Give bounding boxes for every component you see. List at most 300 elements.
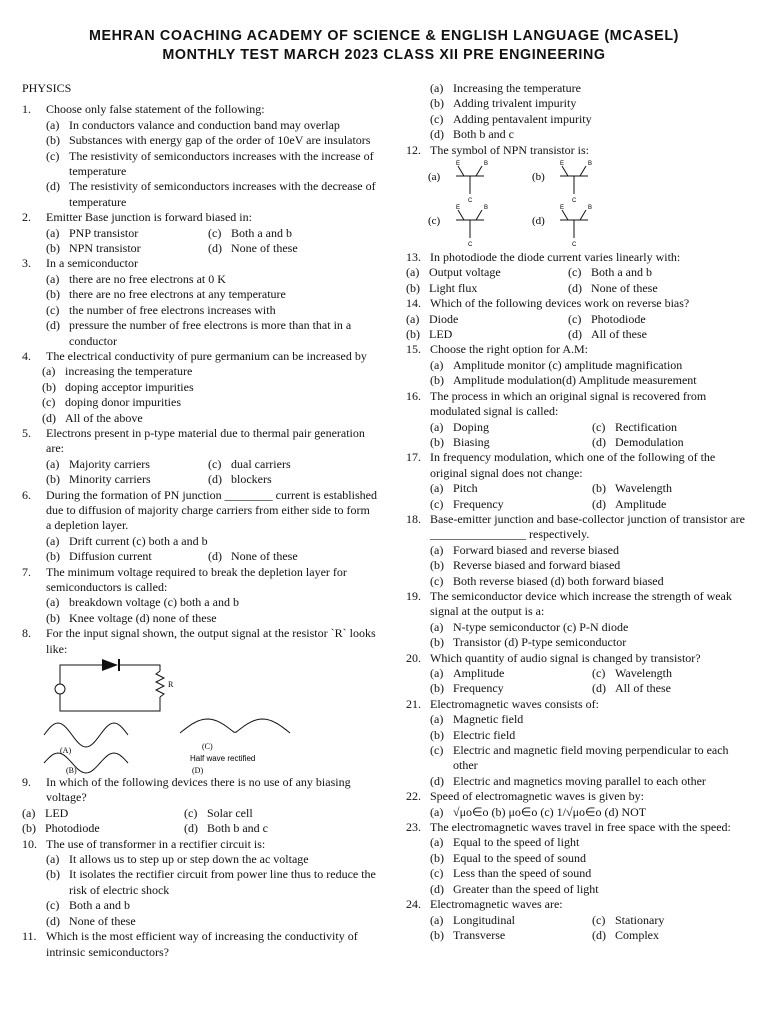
question-7 (22, 565, 378, 627)
option-text: Substances with energy gap of the order of 10eV are insulators (69, 133, 371, 148)
option-text: the number of free electrons increases with (69, 302, 276, 317)
transistor-collector (476, 210, 482, 220)
option-letter: (d) (592, 434, 606, 449)
option-row (406, 265, 752, 280)
option-letter: (a) (430, 357, 444, 372)
option-text: Equal to the speed of sound (453, 850, 586, 865)
question-text: Electromagnetic waves are: (430, 897, 563, 912)
question-text: Choose the right option for A.M: (430, 342, 588, 357)
question-number: 9. (22, 775, 31, 790)
question-stem (406, 697, 752, 712)
question-21 (406, 697, 752, 789)
option-row (406, 420, 752, 435)
transistor-symbol-a (428, 161, 488, 204)
option-text: Transverse (453, 927, 506, 942)
option-d (592, 435, 752, 450)
option-c (208, 226, 378, 241)
transistor-emitter (458, 166, 464, 176)
transistor-emitter (562, 166, 568, 176)
option-b (46, 241, 208, 256)
question-text: The process in which an original signal is recovered from modulated signal is called: (430, 388, 707, 419)
option-text: Both b and c (207, 821, 268, 836)
option-row (406, 913, 752, 928)
option-a (406, 312, 568, 327)
option-letter: (c) (430, 743, 444, 758)
option-a (406, 620, 752, 635)
question-stem (406, 589, 752, 620)
option-d (406, 774, 752, 789)
option-letter: (d) (208, 472, 222, 487)
option-a (430, 913, 592, 928)
option-text: None of these (231, 549, 298, 564)
transistor-emitter (562, 210, 568, 220)
option-c (406, 112, 752, 127)
option-row (406, 327, 752, 342)
option-letter: (a) (46, 271, 60, 286)
option-letter: (b) (406, 327, 420, 342)
question-11 (22, 929, 378, 960)
question-14 (406, 296, 752, 342)
option-row (406, 666, 752, 681)
option-text: Diode (429, 311, 459, 326)
option-text: Output voltage (429, 265, 501, 280)
resistor-icon (156, 671, 164, 697)
option-text: Reverse biased and forward biased (453, 558, 621, 573)
option-letter: (a) (42, 364, 56, 379)
transistor-symbols-figure (428, 158, 728, 250)
option-text: pressure the number of free electrons is more than that in a conductor (69, 318, 352, 348)
question-number: 16. (406, 388, 421, 403)
option-text: Both reverse biased (d) both forward biased (453, 573, 664, 588)
option-b (406, 558, 752, 573)
option-row (22, 549, 378, 564)
option-text: Forward biased and reverse biased (453, 542, 619, 557)
transistor-symbol-d (532, 205, 592, 248)
option-c (22, 898, 378, 913)
transistor-label: E (456, 205, 461, 212)
option-text: Photodiode (45, 821, 100, 836)
option-text: Both a and b (591, 265, 652, 280)
option-letter: (a) (46, 595, 60, 610)
option-text: doping donor impurities (65, 395, 181, 410)
option-letter: (c) (46, 302, 60, 317)
question-text: Choose only false statement of the following: (46, 102, 265, 117)
question-stem (22, 565, 378, 596)
rectifier-figure (42, 657, 342, 775)
option-c (406, 574, 752, 589)
option-text: Frequency (453, 681, 504, 696)
section-title: PHYSICS (22, 81, 72, 95)
option-d (208, 472, 378, 487)
option-text: None of these (231, 241, 298, 256)
question-stem (22, 488, 378, 534)
option-text: doping acceptor impurities (65, 379, 194, 394)
question-2 (22, 210, 378, 256)
question-9 (22, 775, 378, 837)
question-number: 4. (22, 348, 31, 363)
option-text: Electric and magnetics moving parallel to each other (453, 773, 706, 788)
option-text: Pitch (453, 481, 478, 496)
option-b (22, 133, 378, 148)
question-text: Speed of electromagnetic waves is given by: (430, 789, 644, 804)
transistor-symbol-b (532, 161, 592, 204)
option-text: Electric field (453, 727, 516, 742)
option-letter: (c) (42, 395, 56, 410)
question-text: Which quantity of audio signal is changed by transistor? (430, 650, 701, 665)
option-b (406, 373, 752, 388)
option-letter: (b) (46, 241, 60, 256)
option-text: Amplitude (615, 496, 667, 511)
option-text: The resistivity of semiconductors increases with the increase of temperature (69, 148, 374, 179)
option-letter: (c) (568, 265, 582, 280)
question-text: Electrons present in p-type material due to thermal pair generation are: (46, 425, 365, 456)
waveform-b (44, 753, 128, 776)
option-text: It allows us to step up or step down the ac voltage (69, 852, 309, 867)
transistor-label: E (456, 161, 461, 168)
question-12 (406, 143, 752, 250)
option-text: Majority carriers (69, 456, 150, 471)
option-text: there are no free electrons at any temperature (69, 287, 286, 302)
option-text: Diffusion current (69, 549, 152, 564)
question-stem (22, 210, 378, 225)
question-text: Emitter Base junction is forward biased in: (46, 210, 252, 225)
option-letter: (c) (208, 456, 222, 471)
figure-label-c: (C) (202, 742, 213, 752)
question-text: The minimum voltage required to break the depletion layer for semiconductors is called: (46, 564, 347, 594)
option-letter: (c) (568, 311, 582, 326)
question-number: 5. (22, 425, 31, 440)
option-c (592, 913, 752, 928)
question-stem (406, 820, 752, 835)
option-text: The resistivity of semiconductors increases with the decrease of temperature (69, 179, 376, 209)
ac-source-icon (55, 684, 65, 694)
question-text: The semiconductor device which increase the strength of weak signal at the output is a: (430, 588, 732, 619)
question-number: 3. (22, 256, 31, 271)
option-text: Wavelength (615, 666, 673, 680)
option-text: there are no free electrons at 0 K (69, 271, 226, 286)
option-text: Increasing the temperature (453, 81, 581, 95)
question-stem (406, 450, 752, 481)
question-number: 22. (406, 789, 421, 804)
option-text: Greater than the speed of light (453, 881, 599, 896)
option-a (22, 364, 378, 379)
transistor-option-label: (b) (532, 171, 545, 184)
option-text: Photodiode (591, 311, 646, 326)
option-letter: (b) (46, 610, 60, 625)
option-letter: (b) (430, 558, 444, 573)
question-8 (22, 626, 378, 775)
option-a (22, 806, 184, 821)
question-number: 17. (406, 450, 421, 465)
option-d (22, 318, 378, 349)
question-stem (406, 296, 752, 311)
option-row (406, 435, 752, 450)
option-row (22, 472, 378, 487)
transistor-label: B (484, 205, 489, 212)
option-b (406, 635, 752, 650)
option-letter: (b) (430, 681, 444, 696)
option-letter: (d) (430, 127, 444, 142)
question-text: In a semiconductor (46, 256, 138, 271)
option-letter: (d) (592, 496, 606, 511)
transistor-option-label: (d) (532, 215, 545, 228)
option-letter: (b) (430, 927, 444, 942)
option-letter: (d) (430, 773, 444, 788)
option-letter: (b) (430, 96, 444, 111)
question-stem (22, 349, 378, 364)
option-letter: (b) (22, 821, 36, 836)
question-20 (406, 651, 752, 697)
question-1 (22, 102, 378, 210)
question-13 (406, 250, 752, 296)
question-text: In photodiode the diode current varies linearly with: (430, 250, 681, 265)
question-stem (406, 342, 752, 357)
question-stem (406, 389, 752, 420)
option-d (592, 681, 752, 696)
option-row (22, 241, 378, 256)
option-row (406, 681, 752, 696)
option-letter: (b) (46, 287, 60, 302)
option-row (22, 806, 378, 821)
diode-icon (102, 659, 118, 671)
transistor-collector (476, 166, 482, 176)
option-row (406, 481, 752, 496)
option-text: It isolates the rectifier circuit from power line thus to reduce the risk of electric shock (69, 867, 376, 897)
option-row (22, 534, 378, 549)
transistor-label: E (560, 205, 565, 212)
option-blank (208, 534, 378, 549)
option-b (22, 287, 378, 302)
option-text: blockers (231, 472, 272, 487)
left-column (22, 81, 378, 960)
question-22 (406, 789, 752, 820)
waveform-a (44, 723, 128, 747)
question-stem (22, 626, 378, 657)
question-number: 18. (406, 511, 421, 526)
option-letter: (b) (592, 481, 606, 496)
waveform-c (180, 719, 290, 733)
question-19 (406, 589, 752, 651)
option-letter: (a) (430, 666, 444, 680)
option-letter: (b) (46, 867, 60, 882)
option-c (406, 866, 752, 881)
question-18 (406, 512, 752, 589)
transistor-label: C (468, 242, 473, 249)
question-text: The use of transformer in a rectifier circuit is: (46, 836, 266, 851)
option-d (568, 327, 752, 342)
option-d (568, 281, 752, 296)
option-text: Equal to the speed of light (453, 835, 580, 850)
option-letter: (a) (406, 265, 420, 280)
option-letter: (a) (430, 619, 444, 634)
option-c (592, 420, 752, 435)
option-letter: (a) (46, 117, 60, 132)
option-letter: (b) (46, 472, 60, 487)
option-letter: (b) (46, 549, 60, 564)
option-text: Rectification (615, 419, 677, 434)
option-row (22, 226, 378, 241)
option-text: Less than the speed of sound (453, 866, 592, 881)
option-letter: (b) (430, 434, 444, 449)
question-cont (406, 81, 752, 143)
option-letter: (d) (592, 927, 606, 942)
question-number: 21. (406, 696, 421, 711)
option-letter: (a) (430, 542, 444, 557)
option-text: Knee voltage (d) none of these (69, 610, 217, 625)
option-letter: (c) (430, 866, 444, 881)
option-d (184, 821, 378, 836)
question-10 (22, 837, 378, 929)
question-number: 19. (406, 588, 421, 603)
transistor-collector (580, 210, 586, 220)
option-a (22, 852, 378, 867)
option-b (430, 681, 592, 696)
option-letter: (d) (568, 280, 582, 295)
option-a (46, 226, 208, 241)
resistor-label: R (168, 680, 174, 690)
question-6 (22, 488, 378, 565)
option-letter: (a) (430, 481, 444, 496)
question-stem (22, 929, 378, 960)
option-letter: (a) (46, 456, 60, 471)
option-text: PNP transistor (69, 225, 139, 240)
option-letter: (b) (46, 133, 60, 148)
option-a (406, 712, 752, 727)
transistor-label: B (484, 161, 489, 168)
option-text: Wavelength (615, 481, 673, 496)
option-letter: (c) (430, 496, 444, 511)
option-d (208, 549, 378, 564)
question-stem (22, 256, 378, 271)
option-text: Complex (615, 927, 659, 942)
option-letter: (c) (46, 148, 60, 163)
question-text: Electromagnetic waves consists of: (430, 696, 599, 711)
question-number: 6. (22, 487, 31, 502)
option-b (22, 867, 378, 898)
option-text: increasing the temperature (65, 364, 193, 379)
option-text (231, 534, 378, 549)
option-letter: (a) (430, 912, 444, 927)
option-text: None of these (591, 280, 658, 295)
question-number: 23. (406, 820, 421, 835)
option-text: Minority carriers (69, 472, 151, 487)
option-b (430, 435, 592, 450)
option-row (406, 312, 752, 327)
transistor-option-label: (c) (428, 215, 441, 228)
option-text: Solar cell (207, 805, 253, 820)
question-stem (22, 775, 378, 806)
question-text: The symbol of NPN transistor is: (430, 142, 589, 157)
option-a (22, 272, 378, 287)
option-text: LED (45, 805, 69, 820)
option-text: All of these (615, 681, 671, 696)
option-c (22, 149, 378, 180)
circuit-wire (60, 694, 160, 711)
option-a (406, 265, 568, 280)
question-text: Which of the following devices work on reverse bias? (430, 296, 690, 311)
question-number: 12. (406, 142, 421, 157)
option-text: dual carriers (231, 456, 291, 471)
option-row (406, 281, 752, 296)
question-number: 20. (406, 650, 421, 665)
question-stem (406, 651, 752, 666)
option-letter: (a) (430, 419, 444, 434)
option-text: Electric and magnetic field moving perpendicular to each other (453, 743, 729, 773)
option-letter: (c) (592, 912, 606, 927)
option-text: N-type semiconductor (c) P-N diode (453, 619, 629, 634)
option-b (46, 472, 208, 487)
question-text: In which of the following devices there is no use of any biasing voltage? (46, 775, 351, 805)
question-text: The electromagnetic waves travel in free space with the speed: (430, 820, 731, 835)
question-stem (406, 512, 752, 543)
circuit-wire (119, 665, 160, 671)
question-number: 13. (406, 250, 421, 265)
question-number: 2. (22, 210, 31, 225)
option-text: Demodulation (615, 434, 684, 449)
option-row (22, 457, 378, 472)
option-letter: (c) (430, 111, 444, 126)
option-d (208, 241, 378, 256)
option-a (406, 358, 752, 373)
option-text: Both a and b (231, 225, 292, 240)
option-text: breakdown voltage (c) both a and b (69, 595, 239, 610)
option-text: Frequency (453, 496, 504, 511)
option-a (22, 595, 378, 610)
option-c (22, 395, 378, 410)
question-text: In frequency modulation, which one of the following of the original signal does not change: (430, 450, 716, 480)
option-letter (208, 534, 231, 549)
option-d (406, 127, 752, 142)
question-number: 24. (406, 897, 421, 912)
question-number: 11. (22, 929, 37, 944)
figure-label-a: (A) (60, 746, 72, 756)
option-a (430, 481, 592, 496)
option-d (22, 411, 378, 426)
option-text: Doping (453, 419, 489, 434)
option-letter: (c) (592, 666, 606, 680)
question-5 (22, 426, 378, 488)
question-stem (406, 897, 752, 912)
question-stem (22, 426, 378, 457)
question-17 (406, 450, 752, 512)
question-text: The electrical conductivity of pure germanium can be increased by (46, 348, 367, 363)
option-letter: (d) (208, 549, 222, 564)
option-d (592, 928, 752, 943)
option-c (568, 312, 752, 327)
question-stem (406, 143, 752, 158)
option-b (22, 611, 378, 626)
option-a (46, 534, 208, 549)
option-row (406, 928, 752, 943)
option-d (22, 179, 378, 210)
option-letter: (a) (46, 533, 60, 548)
option-b (406, 281, 568, 296)
option-a (406, 835, 752, 850)
question-24 (406, 897, 752, 943)
question-number: 1. (22, 102, 31, 117)
option-c (22, 303, 378, 318)
option-a (430, 420, 592, 435)
option-c (406, 743, 752, 774)
option-row (22, 821, 378, 836)
option-a (406, 543, 752, 558)
option-letter: (a) (430, 81, 444, 95)
option-letter: (c) (430, 573, 444, 588)
transistor-option-label: (a) (428, 171, 441, 184)
question-text: For the input signal shown, the output signal at the resistor `R` looks like: (46, 626, 376, 656)
option-text: Adding trivalent impurity (453, 96, 577, 111)
option-letter: (d) (42, 410, 56, 425)
